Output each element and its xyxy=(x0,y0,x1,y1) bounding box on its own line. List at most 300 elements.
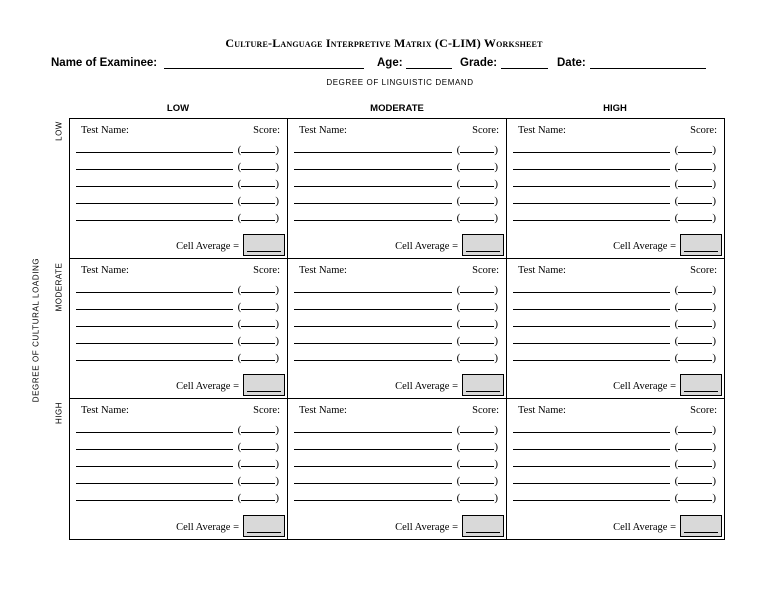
score-paren-close: ) xyxy=(275,492,279,504)
score-field[interactable] xyxy=(238,317,279,330)
score-blank[interactable] xyxy=(678,160,712,170)
score-field[interactable] xyxy=(238,474,279,487)
test-name-field[interactable] xyxy=(294,343,452,344)
score-paren-close: ) xyxy=(712,475,716,487)
score-paren-open: ( xyxy=(237,475,242,487)
score-paren-open: ( xyxy=(237,458,242,470)
score-paren-open: ( xyxy=(674,144,679,156)
test-name-field[interactable] xyxy=(294,466,452,467)
score-blank[interactable] xyxy=(460,440,494,450)
score-paren-close: ) xyxy=(712,335,716,347)
test-name-field[interactable] xyxy=(513,169,670,170)
score-blank[interactable] xyxy=(678,283,712,293)
test-entry-row xyxy=(294,330,500,345)
score-label: Score: xyxy=(690,405,717,416)
score-paren-open: ( xyxy=(456,318,461,330)
test-name-field[interactable] xyxy=(513,360,670,361)
matrix-cell-high-culture-moderate-language xyxy=(288,399,507,539)
score-paren-open: ( xyxy=(456,441,461,453)
test-name-field[interactable] xyxy=(76,220,233,221)
score-paren-open: ( xyxy=(237,212,242,224)
score-paren-close: ) xyxy=(712,318,716,330)
test-entry-row xyxy=(513,419,718,434)
score-blank[interactable] xyxy=(460,351,494,361)
score-paren-open: ( xyxy=(237,352,242,364)
score-field[interactable] xyxy=(238,440,279,453)
score-field[interactable] xyxy=(238,351,279,364)
score-paren-close: ) xyxy=(275,212,279,224)
test-name-field[interactable] xyxy=(76,449,233,450)
score-label: Score: xyxy=(472,125,499,136)
score-blank[interactable] xyxy=(678,300,712,310)
test-name-field[interactable] xyxy=(294,449,452,450)
score-field[interactable] xyxy=(238,457,279,470)
score-field[interactable] xyxy=(675,474,716,487)
cell-average-field[interactable] xyxy=(462,515,504,537)
score-field[interactable] xyxy=(457,300,498,313)
cell-average-field[interactable] xyxy=(680,234,722,256)
score-blank[interactable] xyxy=(678,211,712,221)
score-blank[interactable] xyxy=(241,283,275,293)
age-field[interactable] xyxy=(406,68,452,69)
score-paren-close: ) xyxy=(275,441,279,453)
score-paren-open: ( xyxy=(456,144,461,156)
score-paren-open: ( xyxy=(674,212,679,224)
test-entry-row xyxy=(294,296,500,311)
score-paren-open: ( xyxy=(456,161,461,173)
score-blank[interactable] xyxy=(460,160,494,170)
score-field[interactable] xyxy=(238,211,279,224)
score-paren-close: ) xyxy=(494,161,498,173)
score-field[interactable] xyxy=(457,474,498,487)
score-blank[interactable] xyxy=(678,143,712,153)
test-entry-row xyxy=(513,330,718,345)
score-field[interactable] xyxy=(675,317,716,330)
test-entry-row xyxy=(294,419,500,434)
date-label: Date: xyxy=(557,57,586,69)
score-paren-close: ) xyxy=(275,195,279,207)
score-field[interactable] xyxy=(457,211,498,224)
score-blank[interactable] xyxy=(241,143,275,153)
test-name-field[interactable] xyxy=(76,152,233,153)
score-field[interactable] xyxy=(238,160,279,173)
score-blank[interactable] xyxy=(678,194,712,204)
test-name-field[interactable] xyxy=(76,483,233,484)
score-blank[interactable] xyxy=(460,300,494,310)
test-name-field[interactable] xyxy=(513,483,670,484)
score-blank[interactable] xyxy=(460,317,494,327)
test-name-field[interactable] xyxy=(294,360,452,361)
score-paren-open: ( xyxy=(674,492,679,504)
test-name-field[interactable] xyxy=(294,326,452,327)
test-name-label: Test Name: xyxy=(81,125,129,136)
test-entry-row xyxy=(76,436,281,451)
score-field[interactable] xyxy=(238,300,279,313)
cell-average-field[interactable] xyxy=(462,234,504,256)
score-blank[interactable] xyxy=(241,440,275,450)
test-name-field[interactable] xyxy=(513,203,670,204)
test-entry-row xyxy=(76,156,281,171)
linguistic-demand-label: DEGREE OF LINGUISTIC DEMAND xyxy=(326,78,474,87)
score-blank[interactable] xyxy=(241,317,275,327)
test-name-field[interactable] xyxy=(76,292,233,293)
score-blank[interactable] xyxy=(241,177,275,187)
score-field[interactable] xyxy=(675,160,716,173)
cell-average-label: Cell Average = xyxy=(613,381,676,392)
test-name-field[interactable] xyxy=(294,432,452,433)
score-field[interactable] xyxy=(457,317,498,330)
score-blank[interactable] xyxy=(460,143,494,153)
score-blank[interactable] xyxy=(460,334,494,344)
cell-average-label: Cell Average = xyxy=(176,522,239,533)
test-entry-row xyxy=(76,313,281,328)
score-blank[interactable] xyxy=(678,177,712,187)
score-paren-open: ( xyxy=(456,284,461,296)
test-entry-row xyxy=(76,419,281,434)
score-blank[interactable] xyxy=(678,351,712,361)
score-label: Score: xyxy=(253,125,280,136)
score-paren-open: ( xyxy=(237,335,242,347)
score-blank[interactable] xyxy=(241,194,275,204)
score-paren-open: ( xyxy=(456,492,461,504)
score-paren-close: ) xyxy=(494,301,498,313)
test-entry-row xyxy=(513,279,718,294)
score-blank[interactable] xyxy=(460,491,494,501)
test-name-field[interactable] xyxy=(76,186,233,187)
test-entry-row xyxy=(513,470,718,485)
score-blank[interactable] xyxy=(460,283,494,293)
score-paren-close: ) xyxy=(712,352,716,364)
test-name-field[interactable] xyxy=(513,152,670,153)
score-field[interactable] xyxy=(675,211,716,224)
test-name-label: Test Name: xyxy=(518,265,566,276)
worksheet-title: Culture-Language Interpretive Matrix (C-LIM) Worksheet xyxy=(225,36,543,50)
score-paren-open: ( xyxy=(456,352,461,364)
score-field[interactable] xyxy=(457,143,498,156)
score-field[interactable] xyxy=(238,334,279,347)
score-field[interactable] xyxy=(457,351,498,364)
test-entry-row xyxy=(513,139,718,154)
test-name-field[interactable] xyxy=(513,432,670,433)
score-paren-open: ( xyxy=(456,212,461,224)
examinee-label: Name of Examinee: xyxy=(51,57,158,69)
score-label: Score: xyxy=(253,265,280,276)
score-paren-open: ( xyxy=(456,301,461,313)
score-blank[interactable] xyxy=(241,300,275,310)
test-name-field[interactable] xyxy=(513,220,670,221)
score-paren-open: ( xyxy=(674,195,679,207)
score-paren-close: ) xyxy=(712,441,716,453)
score-blank[interactable] xyxy=(241,334,275,344)
score-paren-open: ( xyxy=(237,301,242,313)
matrix-cell-moderate-culture-high-language xyxy=(507,259,724,399)
test-entry-row xyxy=(513,207,718,222)
score-blank[interactable] xyxy=(678,334,712,344)
score-paren-open: ( xyxy=(237,492,242,504)
matrix-cell-moderate-culture-low-language xyxy=(70,259,288,399)
column-header-high: HIGH xyxy=(603,103,627,114)
test-name-label: Test Name: xyxy=(81,265,129,276)
score-blank[interactable] xyxy=(241,423,275,433)
score-blank[interactable] xyxy=(460,194,494,204)
score-paren-close: ) xyxy=(712,458,716,470)
score-paren-open: ( xyxy=(674,284,679,296)
score-paren-close: ) xyxy=(712,178,716,190)
score-blank[interactable] xyxy=(460,211,494,221)
score-blank[interactable] xyxy=(678,440,712,450)
score-label: Score: xyxy=(472,405,499,416)
cell-average-field[interactable] xyxy=(243,515,285,537)
score-field[interactable] xyxy=(457,457,498,470)
test-name-field[interactable] xyxy=(513,186,670,187)
cell-average-field[interactable] xyxy=(243,234,285,256)
test-name-field[interactable] xyxy=(513,466,670,467)
score-paren-open: ( xyxy=(237,284,242,296)
test-entry-row xyxy=(294,279,500,294)
test-name-field[interactable] xyxy=(76,466,233,467)
score-blank[interactable] xyxy=(241,211,275,221)
score-paren-open: ( xyxy=(237,424,242,436)
test-name-label: Test Name: xyxy=(299,405,347,416)
test-name-field[interactable] xyxy=(513,343,670,344)
grade-label: Grade: xyxy=(460,57,498,69)
score-paren-open: ( xyxy=(456,458,461,470)
score-paren-open: ( xyxy=(456,475,461,487)
test-entry-row xyxy=(76,173,281,188)
score-paren-close: ) xyxy=(712,284,716,296)
score-paren-close: ) xyxy=(494,284,498,296)
score-paren-close: ) xyxy=(275,458,279,470)
score-field[interactable] xyxy=(675,300,716,313)
score-paren-open: ( xyxy=(674,352,679,364)
test-name-field[interactable] xyxy=(76,360,233,361)
score-field[interactable] xyxy=(675,423,716,436)
test-name-field[interactable] xyxy=(294,169,452,170)
test-entry-row xyxy=(294,207,500,222)
score-paren-close: ) xyxy=(494,352,498,364)
test-name-field[interactable] xyxy=(294,203,452,204)
score-blank[interactable] xyxy=(241,491,275,501)
cell-average-label: Cell Average = xyxy=(395,241,458,252)
test-entry-row xyxy=(513,156,718,171)
score-paren-close: ) xyxy=(275,178,279,190)
test-name-field[interactable] xyxy=(294,186,452,187)
date-field[interactable] xyxy=(590,68,706,69)
matrix-cell-moderate-culture-moderate-language xyxy=(288,259,507,399)
test-entry-row xyxy=(513,296,718,311)
test-name-label: Test Name: xyxy=(81,405,129,416)
test-entry-row xyxy=(294,453,500,468)
score-paren-open: ( xyxy=(674,161,679,173)
test-entry-row xyxy=(513,173,718,188)
test-name-field[interactable] xyxy=(513,500,670,501)
score-paren-close: ) xyxy=(275,424,279,436)
score-paren-close: ) xyxy=(494,492,498,504)
test-name-field[interactable] xyxy=(76,203,233,204)
test-name-field[interactable] xyxy=(76,309,233,310)
cell-average-field[interactable] xyxy=(462,374,504,396)
score-paren-open: ( xyxy=(456,195,461,207)
test-entry-row xyxy=(294,347,500,362)
row-header-moderate-label: MODERATE xyxy=(54,262,64,312)
score-field[interactable] xyxy=(238,143,279,156)
test-entry-row xyxy=(294,156,500,171)
score-paren-open: ( xyxy=(456,335,461,347)
score-paren-close: ) xyxy=(275,284,279,296)
cell-average-field[interactable] xyxy=(680,374,722,396)
score-blank[interactable] xyxy=(678,317,712,327)
cultural-loading-label: DEGREE OF CULTURAL LOADING xyxy=(31,257,41,403)
score-blank[interactable] xyxy=(678,423,712,433)
test-entry-row xyxy=(294,470,500,485)
score-paren-close: ) xyxy=(275,144,279,156)
score-paren-open: ( xyxy=(674,335,679,347)
score-blank[interactable] xyxy=(241,351,275,361)
score-field[interactable] xyxy=(238,283,279,296)
score-blank[interactable] xyxy=(678,491,712,501)
score-label: Score: xyxy=(472,265,499,276)
score-field[interactable] xyxy=(238,491,279,504)
score-field[interactable] xyxy=(457,194,498,207)
matrix-cell-low-culture-low-language xyxy=(70,119,288,259)
test-name-field[interactable] xyxy=(294,483,452,484)
test-name-field[interactable] xyxy=(294,309,452,310)
score-paren-open: ( xyxy=(456,178,461,190)
examinee-field[interactable] xyxy=(164,68,364,69)
score-blank[interactable] xyxy=(460,457,494,467)
test-entry-row xyxy=(513,436,718,451)
score-paren-close: ) xyxy=(494,318,498,330)
test-name-field[interactable] xyxy=(76,326,233,327)
cell-average-label: Cell Average = xyxy=(395,522,458,533)
test-entry-row xyxy=(513,453,718,468)
cell-average-label: Cell Average = xyxy=(176,241,239,252)
test-entry-row xyxy=(294,313,500,328)
score-field[interactable] xyxy=(457,491,498,504)
score-field[interactable] xyxy=(457,160,498,173)
test-name-label: Test Name: xyxy=(518,125,566,136)
score-blank[interactable] xyxy=(678,474,712,484)
score-paren-open: ( xyxy=(674,475,679,487)
score-paren-close: ) xyxy=(494,178,498,190)
score-paren-close: ) xyxy=(712,212,716,224)
test-entry-row xyxy=(513,487,718,502)
test-entry-row xyxy=(76,330,281,345)
score-field[interactable] xyxy=(675,194,716,207)
score-blank[interactable] xyxy=(460,423,494,433)
test-name-field[interactable] xyxy=(76,169,233,170)
score-paren-open: ( xyxy=(674,318,679,330)
test-name-field[interactable] xyxy=(513,309,670,310)
score-field[interactable] xyxy=(457,283,498,296)
test-name-field[interactable] xyxy=(76,432,233,433)
score-paren-open: ( xyxy=(674,178,679,190)
score-field[interactable] xyxy=(457,423,498,436)
test-name-field[interactable] xyxy=(513,292,670,293)
cell-average-field[interactable] xyxy=(680,515,722,537)
cell-average-field[interactable] xyxy=(243,374,285,396)
score-field[interactable] xyxy=(457,177,498,190)
age-label: Age: xyxy=(377,57,403,69)
score-field[interactable] xyxy=(238,194,279,207)
score-paren-close: ) xyxy=(494,144,498,156)
score-field[interactable] xyxy=(675,143,716,156)
score-paren-close: ) xyxy=(494,424,498,436)
test-entry-row xyxy=(76,296,281,311)
score-blank[interactable] xyxy=(460,474,494,484)
score-paren-open: ( xyxy=(456,424,461,436)
test-name-field[interactable] xyxy=(294,500,452,501)
test-entry-row xyxy=(513,190,718,205)
test-entry-row xyxy=(294,139,500,154)
test-name-field[interactable] xyxy=(294,220,452,221)
test-name-field[interactable] xyxy=(76,343,233,344)
test-entry-row xyxy=(76,453,281,468)
score-field[interactable] xyxy=(675,283,716,296)
test-entry-row xyxy=(513,313,718,328)
score-blank[interactable] xyxy=(241,160,275,170)
column-header-low: LOW xyxy=(166,103,190,114)
score-field[interactable] xyxy=(457,440,498,453)
score-field[interactable] xyxy=(675,351,716,364)
score-field[interactable] xyxy=(457,334,498,347)
score-field[interactable] xyxy=(238,423,279,436)
test-entry-row xyxy=(76,279,281,294)
score-blank[interactable] xyxy=(460,177,494,187)
score-label: Score: xyxy=(690,125,717,136)
score-field[interactable] xyxy=(238,177,279,190)
test-name-field[interactable] xyxy=(294,152,452,153)
score-paren-close: ) xyxy=(494,475,498,487)
score-field[interactable] xyxy=(675,177,716,190)
score-paren-close: ) xyxy=(494,458,498,470)
score-paren-open: ( xyxy=(674,458,679,470)
score-paren-close: ) xyxy=(712,144,716,156)
score-field[interactable] xyxy=(675,491,716,504)
test-entry-row xyxy=(76,190,281,205)
score-field[interactable] xyxy=(675,457,716,470)
score-paren-close: ) xyxy=(712,161,716,173)
score-paren-close: ) xyxy=(275,352,279,364)
score-blank[interactable] xyxy=(241,474,275,484)
score-paren-close: ) xyxy=(712,492,716,504)
score-field[interactable] xyxy=(675,334,716,347)
score-blank[interactable] xyxy=(241,457,275,467)
cell-average-label: Cell Average = xyxy=(395,381,458,392)
test-entry-row xyxy=(76,470,281,485)
score-paren-close: ) xyxy=(712,424,716,436)
matrix-cell-high-culture-low-language xyxy=(70,399,288,539)
test-name-field[interactable] xyxy=(76,500,233,501)
test-name-field[interactable] xyxy=(513,326,670,327)
grade-field[interactable] xyxy=(501,68,548,69)
row-header-low-label: LOW xyxy=(54,121,64,141)
matrix-cell-high-culture-high-language xyxy=(507,399,724,539)
test-name-field[interactable] xyxy=(294,292,452,293)
cell-average-label: Cell Average = xyxy=(613,241,676,252)
test-entry-row xyxy=(76,139,281,154)
score-paren-close: ) xyxy=(712,301,716,313)
score-paren-open: ( xyxy=(674,301,679,313)
matrix-cell-low-culture-high-language xyxy=(507,119,724,259)
score-field[interactable] xyxy=(675,440,716,453)
score-blank[interactable] xyxy=(678,457,712,467)
test-name-field[interactable] xyxy=(513,449,670,450)
score-paren-open: ( xyxy=(237,144,242,156)
test-entry-row xyxy=(294,487,500,502)
matrix-grid xyxy=(69,118,725,540)
score-paren-close: ) xyxy=(275,301,279,313)
